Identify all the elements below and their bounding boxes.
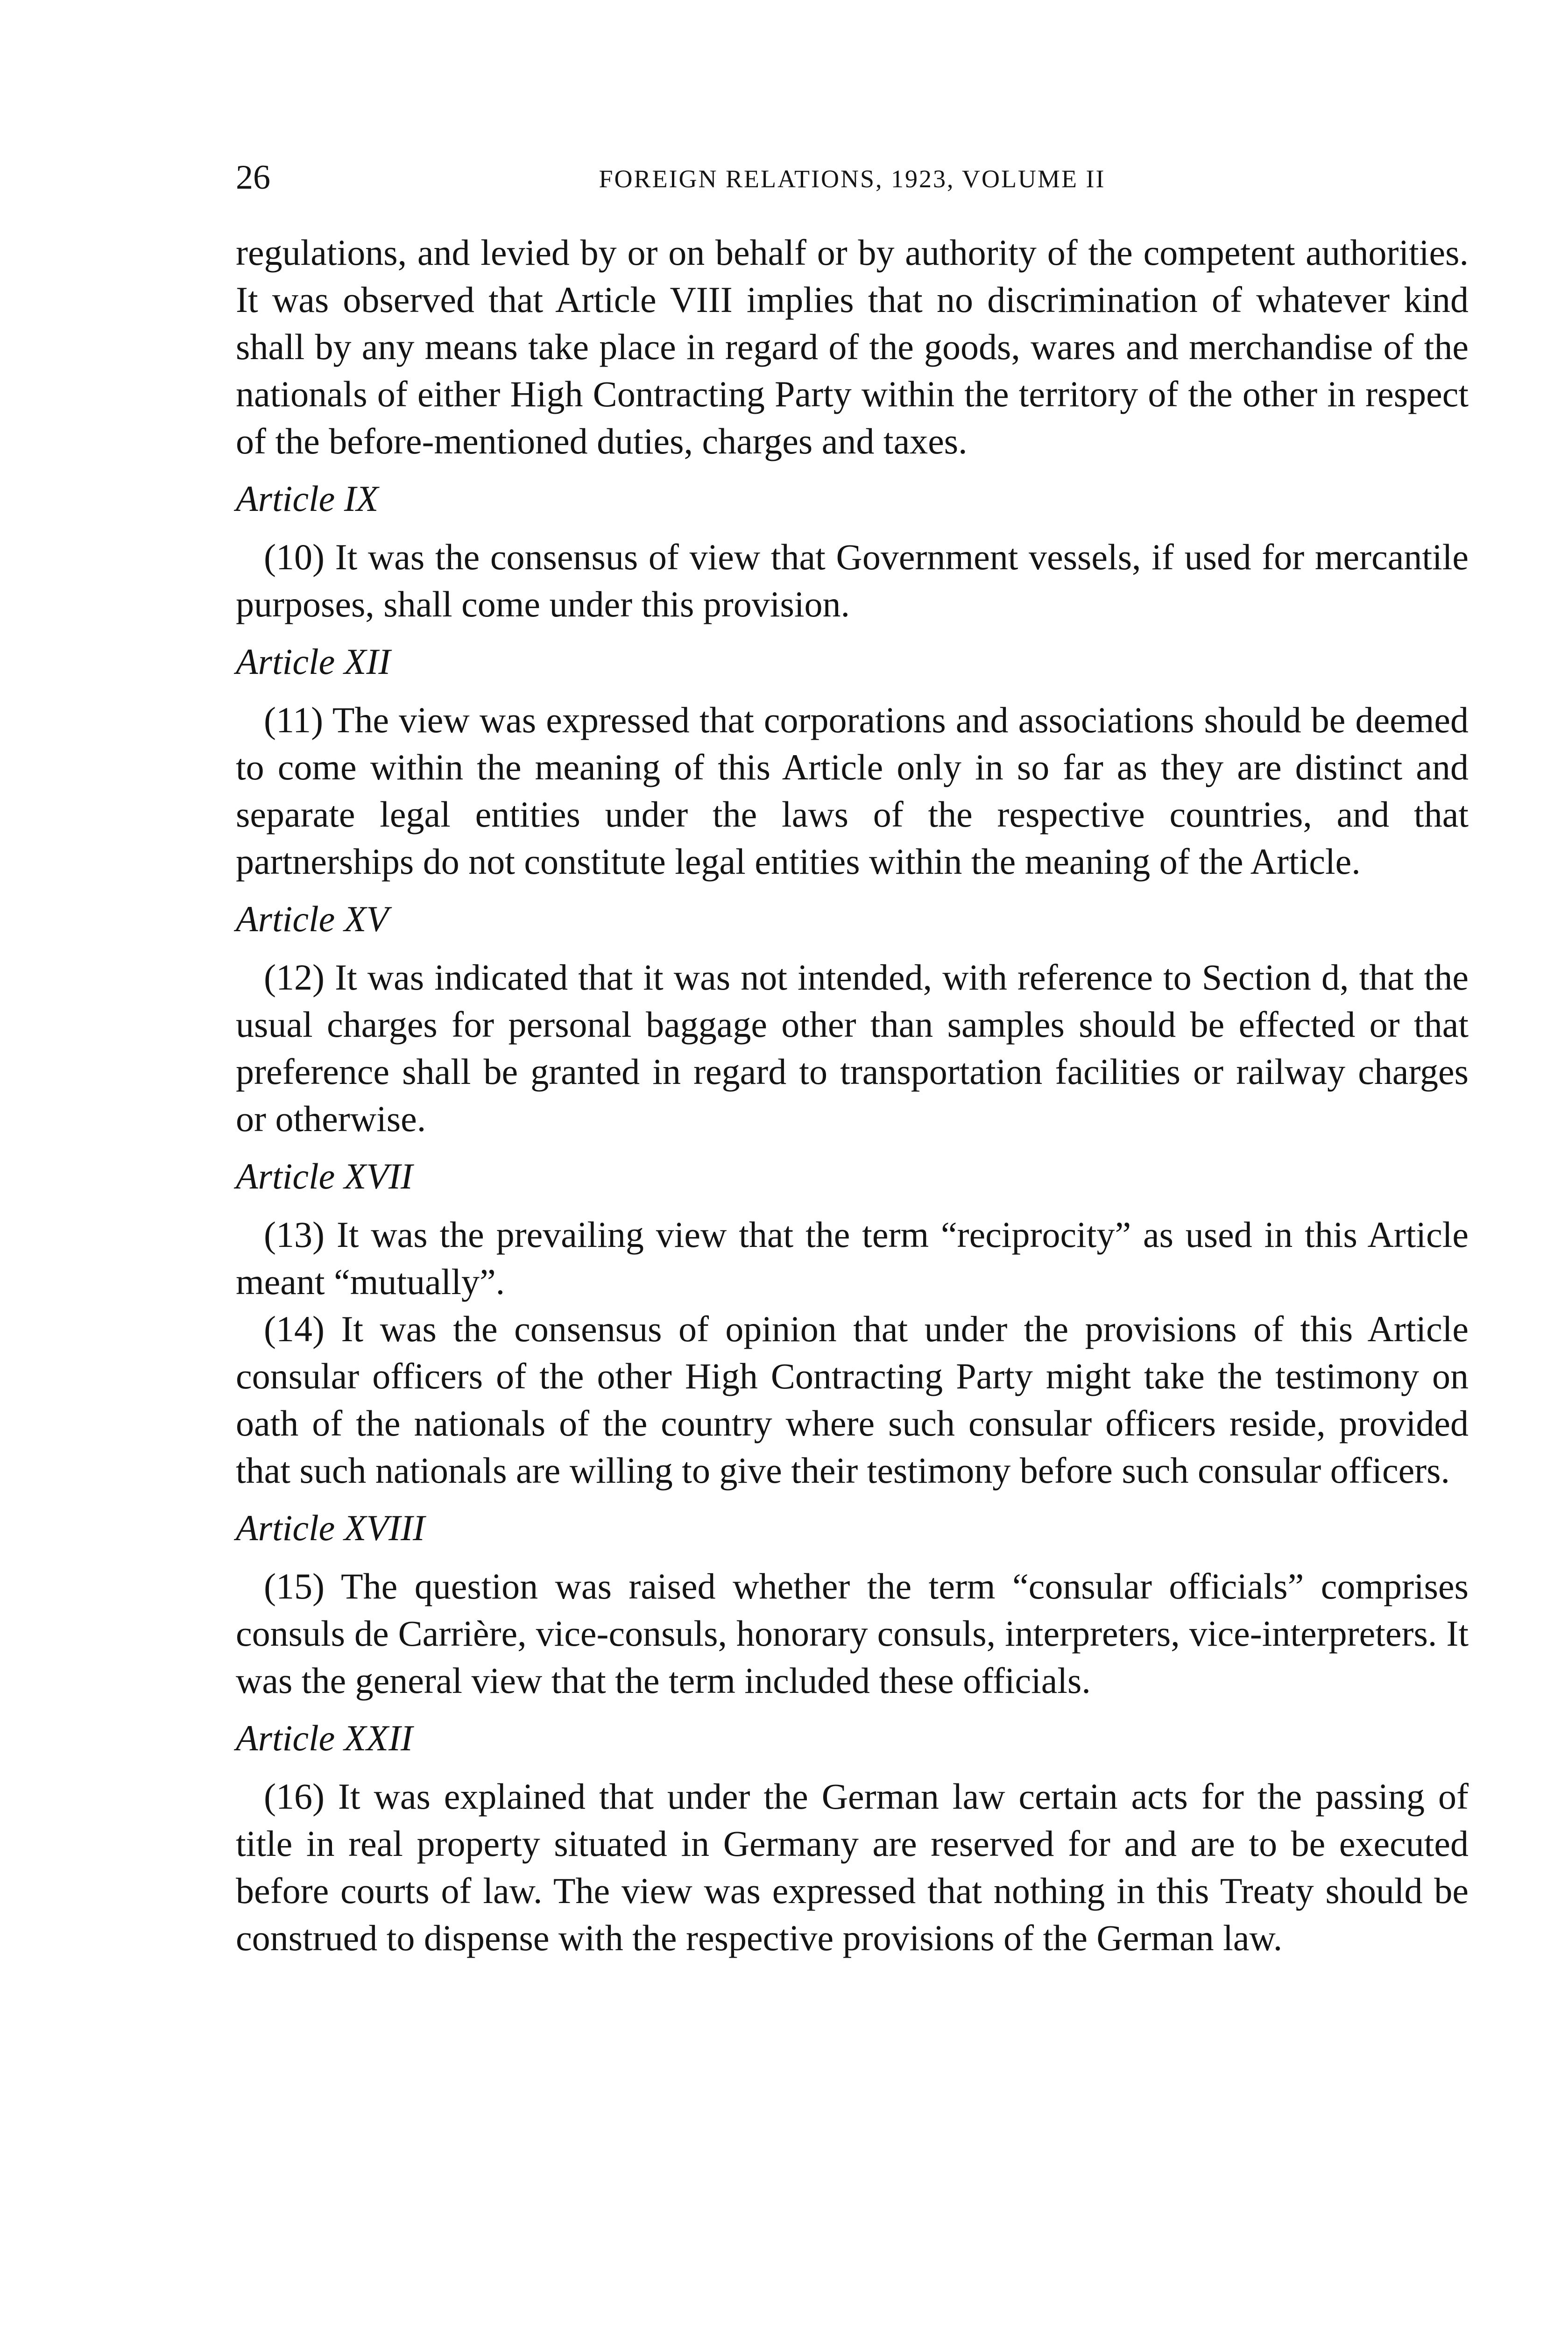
- section-article-ix: [236, 475, 1469, 628]
- intro-paragraph: regulations, and levied by or on behalf or by authority of the competent authorities. It was observed that Article VIII implies that no discrimination of whatever kind shall by any means take place in regard of the goods, wares and merchandise of the nationals of either High Contracting Party within the territory of the other in respect of the before-mentioned duties, charges and taxes.: [236, 232, 1469, 461]
- article-heading: Article XII: [236, 641, 391, 682]
- paragraph-10: (10) It was the consensus of view that Government vessels, if used for mercantile purposes, shall come under this provision.: [236, 537, 1469, 624]
- article-heading: Article XV: [236, 899, 389, 939]
- section-article-xii: [236, 638, 1469, 885]
- paragraph-15: (15) The question was raised whether the term “consular officials” comprises consuls de Carrière, vice-consuls, honorary consuls, interpreters, vice-interpreters. It was the general view that the term included these officials.: [236, 1566, 1469, 1701]
- article-heading: Article XVII: [236, 1156, 413, 1196]
- paragraph-12: (12) It was indicated that it was not intended, with reference to Section d, that the usual charges for personal baggage other than samples should be effected or that preference shall be granted in regard to transportation facilities or railway charges or otherwise.: [236, 957, 1469, 1139]
- page-number: 26: [236, 158, 270, 197]
- paragraph-11: (11) The view was expressed that corporations and associations should be deemed to come within the meaning of this Article only in so far as they are distinct and separate legal entities under the laws of the respective countries, and that partnerships do not constitute legal entities within the meaning of the Article.: [236, 700, 1469, 882]
- paragraph-13: (13) It was the prevailing view that the term “reciprocity” as used in this Article meant “mutually”.: [236, 1214, 1469, 1302]
- section-article-xv: [236, 895, 1469, 1142]
- running-title: FOREIGN RELATIONS, 1923, VOLUME II: [599, 165, 1106, 193]
- document-page: [236, 154, 1469, 1961]
- article-heading: Article IX: [236, 478, 379, 519]
- section-article-xxii: [236, 1714, 1469, 1961]
- running-header: [236, 154, 1469, 205]
- section-article-xviii: [236, 1504, 1469, 1704]
- paragraph-14: (14) It was the consensus of opinion that under the provisions of this Article consular officers of the other High Contracting Party might take the testimony on oath of the nationals of the country where such consular officers reside, provided that such nationals are willing to give their testimony before such consular officers.: [236, 1309, 1469, 1491]
- article-heading: Article XVIII: [236, 1507, 425, 1548]
- paragraph-16: (16) It was explained that under the German law certain acts for the passing of title in real property situated in Germany are reserved for and are to be executed before courts of law. The view was expressed that nothing in this Treaty should be construed to dispense with the respective provisions of the German law.: [236, 1776, 1469, 1958]
- section-article-xvii: [236, 1153, 1469, 1494]
- article-heading: Article XXII: [236, 1718, 413, 1758]
- body-text: [236, 229, 1469, 1961]
